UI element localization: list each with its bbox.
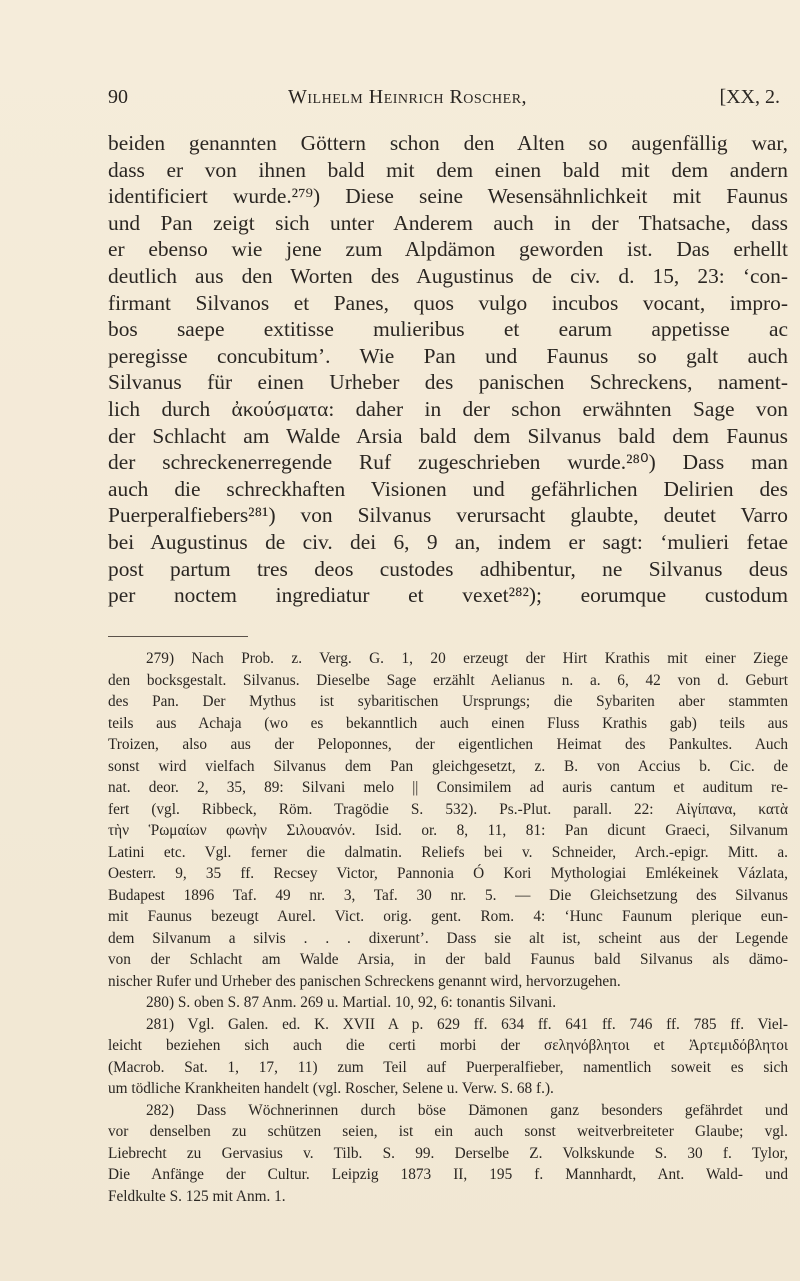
footnote-line: Troizen, also aus der Peloponnes, der eigentlichen Heimat des Pankultes. Auch bbox=[108, 736, 788, 753]
page-number: 90 bbox=[108, 86, 128, 108]
footnote-280: 280) S. oben S. 87 Anm. 269 u. Martial. 10, 92, 6: tonantis Silvani. bbox=[146, 994, 557, 1011]
text-line: per noctem ingrediatur et vexet²⁸²); eorumque custodum bbox=[108, 583, 788, 608]
text-line: er ebenso wie jene zum Alpdämon geworden ist. Das erhellt bbox=[108, 237, 788, 262]
footnote-line: Die Anfänge der Cultur. Leipzig 1873 II, 195 f. Mannhardt, Ant. Wald- und bbox=[108, 1166, 788, 1183]
text-line: auch die schreckhaften Visionen und gefährlichen Delirien des bbox=[108, 476, 788, 501]
running-header bbox=[108, 86, 790, 114]
footnote-line: mit Faunus bezeugt Aurel. Vict. orig. gent. Rom. 4: ʻHunc Faunum plerique eun- bbox=[108, 908, 788, 925]
footnote-279: 279) Nach Prob. z. Verg. G. 1, 20 erzeugt der Hirt Krathis mit einer Ziege bbox=[146, 650, 788, 667]
text-line: peregisse concubitum’. Wie Pan und Faunus so galt auch bbox=[108, 343, 788, 368]
footnote-line: teils aus Achaja (wo es bekanntlich auch einen Fluss Krathis gab) teils aus bbox=[108, 714, 788, 732]
footnote-282: 282) Dass Wöchnerinnen durch böse Dämonen ganz besonders gefährdet und bbox=[146, 1101, 788, 1119]
text-line: bos saepe extitisse mulieribus et earum appetisse ac bbox=[108, 317, 788, 342]
footnote-line: leicht beziehen sich auch die certi morbi der σεληνόβλητοι et Ἀρτεμιδόβλητοι bbox=[108, 1037, 788, 1054]
main-text bbox=[108, 130, 788, 609]
footnote-281: 281) Vgl. Galen. ed. K. XVII A p. 629 ff. 634 ff. 641 ff. 746 ff. 785 ff. Viel- bbox=[146, 1015, 788, 1033]
text-line: identificiert wurde.²⁷⁹) Diese seine Wesensähnlichkeit mit Faunus bbox=[108, 184, 788, 209]
text-line: deutlich aus den Worten des Augustinus de civ. d. 15, 23: ʻcon- bbox=[108, 263, 788, 288]
footnote-line: um tödliche Krankheiten handelt (vgl. Roscher, Selene u. Verw. S. 68 f.). bbox=[108, 1080, 554, 1097]
volume-marker: [XX, 2. bbox=[719, 86, 780, 108]
footnote-line: Liebrecht zu Gervasius v. Tilb. S. 99. Derselbe Z. Volkskunde S. 30 f. Tylor, bbox=[108, 1144, 788, 1162]
text-line: beiden genannten Göttern schon den Alten so augenfällig war, bbox=[108, 131, 788, 155]
text-line: Puerperalfiebers²⁸¹) von Silvanus verursacht glaubte, deutet Varro bbox=[108, 503, 788, 528]
footnote-line: den bocksgestalt. Silvanus. Dieselbe Sage erzählt Aelianus n. a. 6, 42 von d. Geburt bbox=[108, 671, 788, 689]
footnote-line: dem Silvanum a silvis . . . dixerunt’. Dass sie alt ist, scheint aus der Legende bbox=[108, 929, 788, 947]
footnote-line: des Pan. Der Mythus ist sybaritischen Ursprungs; die Sybariten aber stammten bbox=[108, 693, 788, 710]
footnote-line: Budapest 1896 Taf. 49 nr. 3, Taf. 30 nr. 5. — Die Gleichsetzung des Silvanus bbox=[108, 886, 788, 904]
footnote-line: fert (vgl. Ribbeck, Röm. Tragödie S. 532). Ps.-Plut. parall. 22: Αἰγίπανα, κατὰ bbox=[108, 800, 788, 818]
running-title: Wilhelm Heinrich Roscher, bbox=[288, 86, 528, 108]
text-line: und Pan zeigt sich unter Anderem auch in der Thatsache, dass bbox=[108, 210, 788, 235]
text-line: der schreckenerregende Ruf zugeschrieben wurde.²⁸⁰) Dass man bbox=[108, 450, 788, 475]
footnote-separator bbox=[108, 636, 248, 637]
text-line: bei Augustinus de civ. dei 6, 9 an, indem er sagt: ʻmulieri fetae bbox=[108, 529, 788, 554]
text-line: firmant Silvanos et Panes, quos vulgo incubos vocant, impro- bbox=[108, 290, 788, 315]
text-line: Silvanus für einen Urheber des panischen Schreckens, nament- bbox=[108, 370, 788, 395]
footnote-line: Feldkulte S. 125 mit Anm. 1. bbox=[108, 1187, 286, 1205]
text-line: post partum tres deos custodes adhibentur, ne Silvanus deus bbox=[108, 556, 788, 581]
text-line: der Schlacht am Walde Arsia bald dem Silvanus bald dem Faunus bbox=[108, 423, 788, 448]
footnote-line: Latini etc. Vgl. ferner die dalmatin. Reliefs bei v. Schneider, Arch.-epigr. Mitt. a. bbox=[108, 843, 788, 861]
footnote-line: von der Schlacht am Walde Arsia, in der bald Faunus bald Silvanus als dämo- bbox=[108, 951, 788, 968]
footnotes bbox=[108, 648, 788, 1207]
text-line: dass er von ihnen bald mit dem einen bald mit dem andern bbox=[108, 157, 788, 182]
footnote-line: nat. deor. 2, 35, 89: Silvani melo || Consimilem ad auris cantum et auditum re- bbox=[108, 779, 788, 796]
footnote-line: (Macrob. Sat. 1, 17, 11) zum Teil auf Puerperalfieber, namentlich soweit es sich bbox=[108, 1058, 788, 1076]
footnote-line: sonst wird vielfach Silvanus dem Pan gleichgesetzt, z. B. von Accius b. Cic. de bbox=[108, 757, 788, 775]
text-line: lich durch ἀκούσματα: daher in der schon erwähnten Sage von bbox=[108, 396, 788, 421]
footnote-line: τὴν Ῥωμαίων φωνὴν Σιλουανόν. Isid. or. 8, 11, 81: Pan dicunt Graeci, Silvanum bbox=[108, 822, 788, 839]
footnote-line: nischer Rufer und Urheber des panischen Schreckens genannt wird, hervorzugehen. bbox=[108, 972, 621, 990]
footnote-line: vor denselben zu schützen seien, ist ein auch sonst weitverbreiteter Glaube; vgl. bbox=[108, 1123, 788, 1140]
footnote-line: Oesterr. 9, 35 ff. Recsey Victor, Pannonia Ó Kori Mythologiai Emlékeinek Vázlata, bbox=[108, 865, 788, 882]
